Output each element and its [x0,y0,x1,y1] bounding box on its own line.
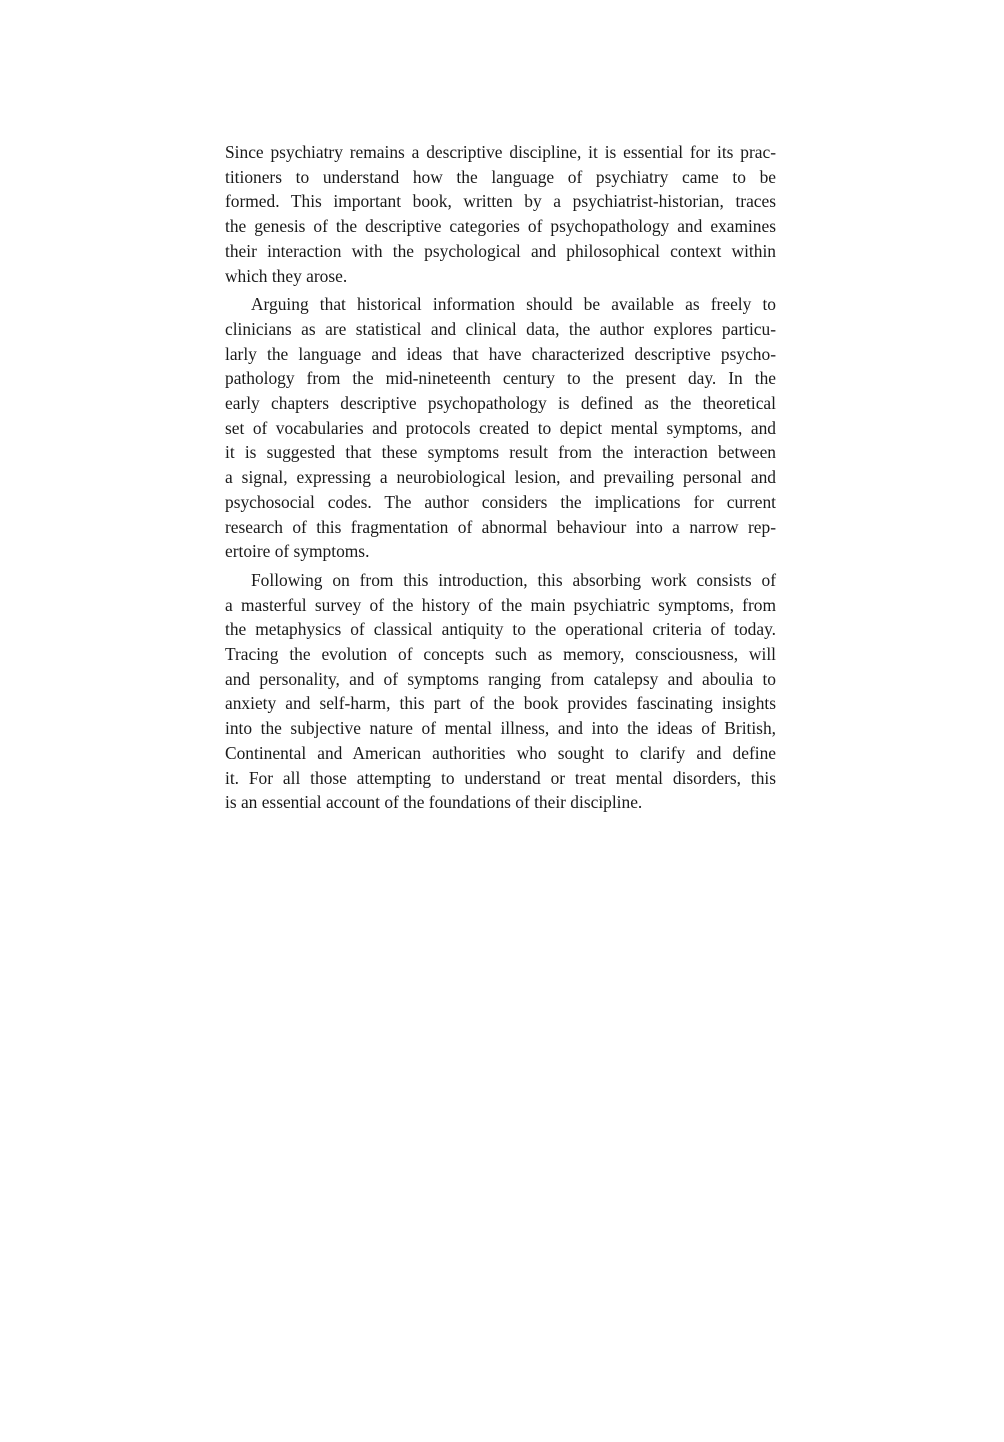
paragraph-2-line-11: ertoire of symptoms. [225,541,370,562]
paragraph-3-line-5: and personality, and of symptoms ranging from catalepsy and aboulia to [225,668,776,689]
paragraph-3 [225,568,776,815]
paragraph-3-line-10: is an essential account of the foundations of their discipline. [225,792,643,813]
paragraph-2-line-8: a signal, expressing a neurobiological lesion, and prevailing personal and [225,467,776,488]
paragraph-2 [225,292,776,564]
paragraph-3-line-3: the metaphysics of classical antiquity to the operational criteria of today. [225,619,776,640]
paragraph-2-line-7: it is suggested that these symptoms result from the interaction between [225,442,776,463]
paragraph-2-line-6: set of vocabularies and protocols created to depict mental symptoms, and [225,417,776,438]
paragraph-3-line-8: Continental and American authorities who sought to clarify and define [225,742,776,763]
paragraph-3-line-7: into the subjective nature of mental illness, and into the ideas of British, [225,718,776,739]
paragraph-1-line-2: titioners to understand how the language of psychiatry came to be [225,166,776,187]
paragraph-3-line-2: a masterful survey of the history of the main psychiatric symptoms, from [225,594,776,615]
paragraph-3-line-6: anxiety and self-harm, this part of the book provides fascinating insights [225,693,776,714]
paragraph-2-line-1: Arguing that historical information should be available as freely to [251,294,776,315]
paragraph-1 [225,140,776,288]
paragraph-1-line-3: formed. This important book, written by a psychiatrist-historian, traces [225,191,776,212]
paragraph-2-line-3: larly the language and ideas that have characterized descriptive psycho- [225,343,776,364]
paragraph-1-line-5: their interaction with the psychological and philosophical context within [225,240,776,261]
paragraph-2-line-2: clinicians as are statistical and clinical data, the author explores particu- [225,318,776,339]
paragraph-2-line-10: research of this fragmentation of abnormal behaviour into a narrow rep- [225,516,776,537]
paragraph-3-line-9: it. For all those attempting to understand or treat mental disorders, this [225,767,776,788]
paragraph-2-line-9: psychosocial codes. The author considers the implications for current [225,491,776,512]
paragraph-1-line-6: which they arose. [225,265,348,286]
blurb-text-block [225,140,776,819]
paragraph-2-line-4: pathology from the mid-nineteenth century to the present day. In the [225,368,776,389]
paragraph-1-line-1: Since psychiatry remains a descriptive discipline, it is essential for its prac- [225,142,776,162]
paragraph-3-line-1: Following on from this introduction, this absorbing work consists of [251,569,776,590]
paragraph-3-line-4: Tracing the evolution of concepts such as memory, consciousness, will [225,644,776,665]
paragraph-1-line-4: the genesis of the descriptive categories of psychopathology and examines [225,216,776,237]
paragraph-2-line-5: early chapters descriptive psychopathology is defined as the theoretical [225,393,776,414]
